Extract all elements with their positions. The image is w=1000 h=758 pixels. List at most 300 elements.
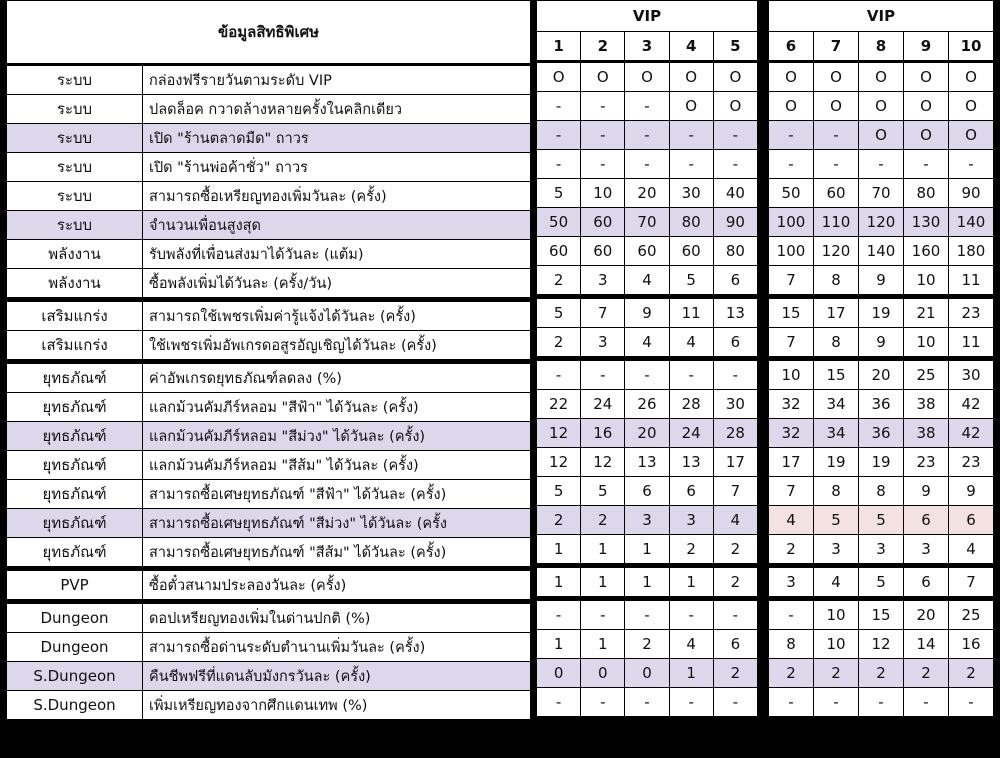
value-cell: 4 — [814, 566, 859, 599]
category-cell: ระบบ — [7, 182, 143, 211]
vip-level-1: 1 — [537, 32, 581, 62]
value-cell: 9 — [859, 266, 904, 297]
value-cell: 17 — [769, 448, 814, 477]
value-cell: 17 — [713, 448, 757, 477]
value-cell: 7 — [769, 266, 814, 297]
value-cell: - — [625, 150, 669, 179]
value-cell: 12 — [537, 448, 581, 477]
vip-level-8: 8 — [859, 32, 904, 62]
value-cell: - — [537, 688, 581, 717]
value-cell: 5 — [859, 566, 904, 599]
table-row — [537, 419, 758, 448]
value-cell: 30 — [669, 179, 713, 208]
value-cell: 3 — [669, 506, 713, 535]
value-cell: 5 — [537, 179, 581, 208]
description-cell: สามารถซื้อเศษยุทธภัณฑ์ "สีฟ้า" ได้วันละ (ครั้ง) — [143, 480, 531, 509]
value-cell: 10 — [904, 328, 949, 359]
value-cell: 6 — [904, 506, 949, 535]
table-row — [769, 150, 994, 179]
table-row — [537, 599, 758, 630]
category-cell: ยุทธภัณฑ์ — [7, 362, 143, 393]
table-row — [537, 121, 758, 150]
table-row — [769, 121, 994, 150]
value-cell: - — [669, 150, 713, 179]
value-cell: 60 — [581, 237, 625, 266]
value-cell: 42 — [949, 419, 994, 448]
value-cell: 2 — [537, 266, 581, 297]
value-cell: 30 — [713, 390, 757, 419]
value-cell: 90 — [949, 179, 994, 208]
value-cell: 5 — [581, 477, 625, 506]
value-cell: - — [581, 599, 625, 630]
table-row — [537, 266, 758, 297]
vip-level-2: 2 — [581, 32, 625, 62]
table-row — [7, 300, 531, 331]
value-cell: 38 — [904, 390, 949, 419]
value-cell: 23 — [949, 448, 994, 477]
category-cell: ระบบ — [7, 95, 143, 124]
value-cell: 80 — [669, 208, 713, 237]
table-row — [537, 688, 758, 717]
table-row — [7, 65, 531, 95]
category-cell: ยุทธภัณฑ์ — [7, 538, 143, 569]
category-cell: ระบบ — [7, 211, 143, 240]
value-cell: - — [669, 121, 713, 150]
table-row — [7, 691, 531, 720]
value-cell: - — [769, 688, 814, 717]
value-cell: 20 — [625, 179, 669, 208]
value-cell: 140 — [859, 237, 904, 266]
value-cell: 2 — [904, 659, 949, 688]
category-cell: S.Dungeon — [7, 691, 143, 720]
value-cell: - — [859, 150, 904, 179]
vip-level-6: 6 — [769, 32, 814, 62]
value-cell: 2 — [537, 506, 581, 535]
category-cell: พลังงาน — [7, 269, 143, 300]
value-cell: 19 — [814, 448, 859, 477]
value-cell: 120 — [859, 208, 904, 237]
value-cell: 26 — [625, 390, 669, 419]
value-cell: 34 — [814, 390, 859, 419]
value-cell: - — [713, 150, 757, 179]
value-cell: 11 — [949, 266, 994, 297]
description-cell: สามารถซื้อเศษยุทธภัณฑ์ "สีม่วง" ได้วันละ (ครั้ง — [143, 509, 531, 538]
value-cell: 10 — [814, 599, 859, 630]
value-cell: 11 — [669, 297, 713, 328]
value-cell: - — [625, 92, 669, 121]
value-cell: 12 — [859, 630, 904, 659]
description-cell: สามารถซื้อเหรียญทองเพิ่มวันละ (ครั้ง) — [143, 182, 531, 211]
value-cell: 50 — [537, 208, 581, 237]
category-cell: เสริมแกร่ง — [7, 300, 143, 331]
value-cell: 60 — [625, 237, 669, 266]
value-cell: 28 — [669, 390, 713, 419]
table-row — [769, 566, 994, 599]
table-row — [769, 599, 994, 630]
value-cell: 10 — [904, 266, 949, 297]
table-row — [7, 480, 531, 509]
value-cell: - — [581, 359, 625, 390]
value-cell: 180 — [949, 237, 994, 266]
table-row — [7, 182, 531, 211]
value-cell: O — [537, 62, 581, 92]
value-cell: 32 — [769, 419, 814, 448]
value-cell: 9 — [949, 477, 994, 506]
table-row — [537, 448, 758, 477]
value-cell: 24 — [669, 419, 713, 448]
value-cell: 20 — [625, 419, 669, 448]
value-cell: O — [859, 121, 904, 150]
value-cell: 15 — [859, 599, 904, 630]
value-cell: 110 — [814, 208, 859, 237]
table-row — [769, 328, 994, 359]
value-cell: - — [669, 688, 713, 717]
value-cell: 3 — [814, 535, 859, 566]
description-cell: ซื้อตั๋วสนามประลองวันละ (ครั้ง) — [143, 569, 531, 602]
value-cell: - — [537, 599, 581, 630]
table-row — [537, 659, 758, 688]
table-row — [769, 688, 994, 717]
value-cell: 19 — [859, 297, 904, 328]
description-cell: ดอปเหรียญทองเพิ่มในด่านปกติ (%) — [143, 602, 531, 633]
vip-1-5-panel — [536, 0, 758, 717]
value-cell: - — [769, 121, 814, 150]
value-cell: 120 — [814, 237, 859, 266]
table-row — [769, 390, 994, 419]
table-row — [537, 62, 758, 92]
value-cell: 8 — [859, 477, 904, 506]
value-cell: - — [814, 150, 859, 179]
value-cell: O — [949, 62, 994, 92]
value-cell: 19 — [859, 448, 904, 477]
value-cell: 10 — [581, 179, 625, 208]
value-cell: 15 — [769, 297, 814, 328]
table-row — [769, 506, 994, 535]
vip-1-5-table — [536, 0, 758, 717]
table-row — [537, 506, 758, 535]
table-row — [7, 124, 531, 153]
description-cell: คืนชีพฟรีที่แดนลับมังกรวันละ (ครั้ง) — [143, 662, 531, 691]
value-cell: O — [859, 92, 904, 121]
value-cell: 36 — [859, 419, 904, 448]
value-cell: 160 — [904, 237, 949, 266]
value-cell: 4 — [669, 328, 713, 359]
value-cell: 5 — [814, 506, 859, 535]
value-cell: 34 — [814, 419, 859, 448]
value-cell: 2 — [713, 659, 757, 688]
value-cell: 23 — [904, 448, 949, 477]
value-cell: 2 — [769, 659, 814, 688]
value-cell: 1 — [537, 566, 581, 599]
value-cell: 8 — [814, 266, 859, 297]
value-cell: O — [904, 62, 949, 92]
value-cell: 30 — [949, 359, 994, 390]
table-row — [537, 390, 758, 419]
value-cell: 1 — [625, 535, 669, 566]
table-row — [769, 448, 994, 477]
value-cell: 6 — [669, 477, 713, 506]
vip-header-b: VIP — [769, 1, 994, 32]
value-cell: O — [669, 92, 713, 121]
value-cell: 6 — [904, 566, 949, 599]
value-cell: 6 — [625, 477, 669, 506]
value-cell: O — [769, 92, 814, 121]
value-cell: 8 — [814, 477, 859, 506]
value-cell: O — [713, 62, 757, 92]
value-cell: 10 — [814, 630, 859, 659]
value-cell: 4 — [625, 266, 669, 297]
vip-level-10: 10 — [949, 32, 994, 62]
value-cell: 4 — [769, 506, 814, 535]
value-cell: 1 — [669, 659, 713, 688]
table-row — [7, 602, 531, 633]
value-cell: 16 — [581, 419, 625, 448]
value-cell: 13 — [625, 448, 669, 477]
value-cell: 5 — [537, 477, 581, 506]
value-cell: 5 — [537, 297, 581, 328]
table-row — [7, 422, 531, 451]
value-cell: 17 — [814, 297, 859, 328]
value-cell: - — [769, 599, 814, 630]
table-row — [537, 208, 758, 237]
table-row — [537, 566, 758, 599]
table-row — [769, 477, 994, 506]
value-cell: 28 — [713, 419, 757, 448]
table-row — [537, 477, 758, 506]
value-cell: - — [904, 688, 949, 717]
privilege-label-panel — [6, 0, 530, 720]
privilege-label-table — [6, 0, 531, 720]
table-row — [769, 92, 994, 121]
category-cell: ยุทธภัณฑ์ — [7, 393, 143, 422]
table-row — [7, 509, 531, 538]
value-cell: 20 — [859, 359, 904, 390]
value-cell: 3 — [859, 535, 904, 566]
category-cell: ยุทธภัณฑ์ — [7, 509, 143, 538]
value-cell: 3 — [625, 506, 669, 535]
value-cell: 9 — [625, 297, 669, 328]
value-cell: 60 — [814, 179, 859, 208]
description-cell: ปลดล็อค กวาดล้างหลายครั้งในคลิกเดียว — [143, 95, 531, 124]
table-row — [7, 633, 531, 662]
value-cell: 22 — [537, 390, 581, 419]
value-cell: - — [581, 121, 625, 150]
value-cell: 60 — [669, 237, 713, 266]
value-cell: 25 — [949, 599, 994, 630]
value-cell: 40 — [713, 179, 757, 208]
value-cell: 60 — [537, 237, 581, 266]
value-cell: - — [537, 150, 581, 179]
category-cell: ระบบ — [7, 65, 143, 95]
value-cell: 80 — [904, 179, 949, 208]
vip-level-9: 9 — [904, 32, 949, 62]
value-cell: - — [949, 150, 994, 179]
description-cell: ค่าอัพเกรดยุทธภัณฑ์ลดลง (%) — [143, 362, 531, 393]
description-cell: ซื้อพลังเพิ่มได้วันละ (ครั้ง/วัน) — [143, 269, 531, 300]
value-cell: - — [669, 359, 713, 390]
table-row — [769, 62, 994, 92]
value-cell: 15 — [814, 359, 859, 390]
value-cell: 4 — [949, 535, 994, 566]
description-cell: สามารถซื้อเศษยุทธภัณฑ์ "สีส้ม" ได้วันละ (ครั้ง) — [143, 538, 531, 569]
value-cell: 12 — [581, 448, 625, 477]
value-cell: 2 — [669, 535, 713, 566]
value-cell: 21 — [904, 297, 949, 328]
value-cell: 3 — [904, 535, 949, 566]
value-cell: 9 — [904, 477, 949, 506]
value-cell: 7 — [581, 297, 625, 328]
value-cell: 38 — [904, 419, 949, 448]
table-row — [537, 535, 758, 566]
value-cell: 50 — [769, 179, 814, 208]
table-row — [537, 297, 758, 328]
table-row — [7, 153, 531, 182]
value-cell: 7 — [769, 477, 814, 506]
value-cell: 1 — [669, 566, 713, 599]
value-cell: - — [625, 359, 669, 390]
table-row — [7, 331, 531, 362]
category-cell: S.Dungeon — [7, 662, 143, 691]
value-cell: 9 — [859, 328, 904, 359]
vip-level-4: 4 — [669, 32, 713, 62]
vip-header-a: VIP — [537, 1, 758, 32]
value-cell: 1 — [625, 566, 669, 599]
value-cell: - — [814, 121, 859, 150]
category-cell: Dungeon — [7, 602, 143, 633]
value-cell: 6 — [713, 328, 757, 359]
value-cell: 100 — [769, 208, 814, 237]
table-row — [7, 240, 531, 269]
table-row — [7, 662, 531, 691]
value-cell: 2 — [713, 566, 757, 599]
value-cell: 10 — [769, 359, 814, 390]
value-cell: 140 — [949, 208, 994, 237]
value-cell: 5 — [669, 266, 713, 297]
value-cell: - — [537, 359, 581, 390]
table-title: ข้อมูลสิทธิพิเศษ — [7, 1, 531, 65]
value-cell: - — [713, 599, 757, 630]
table-row — [7, 95, 531, 124]
description-cell: จำนวนเพื่อนสูงสุด — [143, 211, 531, 240]
value-cell: 1 — [581, 566, 625, 599]
value-cell: O — [949, 121, 994, 150]
category-cell: ยุทธภัณฑ์ — [7, 480, 143, 509]
table-row — [769, 535, 994, 566]
table-row — [769, 359, 994, 390]
value-cell: O — [769, 62, 814, 92]
value-cell: 1 — [581, 630, 625, 659]
description-cell: เพิ่มเหรียญทองจากศึกแดนเทพ (%) — [143, 691, 531, 720]
value-cell: - — [669, 599, 713, 630]
value-cell: - — [581, 688, 625, 717]
value-cell: 7 — [949, 566, 994, 599]
value-cell: 4 — [625, 328, 669, 359]
vip-6-10-panel — [768, 0, 994, 717]
value-cell: 1 — [581, 535, 625, 566]
description-cell: แลกม้วนคัมภีร์หลอม "สีม่วง" ได้วันละ (ครั้ง) — [143, 422, 531, 451]
value-cell: 90 — [713, 208, 757, 237]
value-cell: 32 — [769, 390, 814, 419]
table-row — [537, 328, 758, 359]
table-row — [769, 297, 994, 328]
table-row — [769, 208, 994, 237]
value-cell: - — [581, 92, 625, 121]
vip-level-7: 7 — [814, 32, 859, 62]
value-cell: - — [581, 150, 625, 179]
value-cell: 2 — [713, 535, 757, 566]
value-cell: 100 — [769, 237, 814, 266]
value-cell: O — [949, 92, 994, 121]
value-cell: - — [769, 150, 814, 179]
table-row — [7, 569, 531, 602]
value-cell: O — [713, 92, 757, 121]
value-cell: 2 — [625, 630, 669, 659]
table-row — [769, 630, 994, 659]
value-cell: 3 — [581, 328, 625, 359]
table-row — [7, 538, 531, 569]
value-cell: 1 — [537, 630, 581, 659]
description-cell: เปิด "ร้านพ่อค้าชั่ว" ถาวร — [143, 153, 531, 182]
value-cell: - — [713, 688, 757, 717]
value-cell: 12 — [537, 419, 581, 448]
value-cell: 4 — [669, 630, 713, 659]
value-cell: O — [904, 92, 949, 121]
value-cell: 2 — [537, 328, 581, 359]
value-cell: O — [904, 121, 949, 150]
value-cell: 14 — [904, 630, 949, 659]
value-cell: - — [537, 92, 581, 121]
description-cell: เปิด "ร้านตลาดมืด" ถาวร — [143, 124, 531, 153]
category-cell: ยุทธภัณฑ์ — [7, 451, 143, 480]
category-cell: ระบบ — [7, 124, 143, 153]
table-row — [537, 359, 758, 390]
description-cell: แลกม้วนคัมภีร์หลอม "สีส้ม" ได้วันละ (ครั้ง) — [143, 451, 531, 480]
value-cell: - — [949, 688, 994, 717]
value-cell: 16 — [949, 630, 994, 659]
category-cell: ระบบ — [7, 153, 143, 182]
vip-6-10-table — [768, 0, 994, 717]
category-cell: Dungeon — [7, 633, 143, 662]
value-cell: 36 — [859, 390, 904, 419]
value-cell: - — [625, 688, 669, 717]
category-cell: พลังงาน — [7, 240, 143, 269]
category-cell: เสริมแกร่ง — [7, 331, 143, 362]
value-cell: O — [859, 62, 904, 92]
table-row — [537, 150, 758, 179]
description-cell: รับพลังที่เพื่อนส่งมาได้วันละ (แต้ม) — [143, 240, 531, 269]
value-cell: - — [713, 121, 757, 150]
value-cell: 0 — [625, 659, 669, 688]
value-cell: 2 — [581, 506, 625, 535]
value-cell: 11 — [949, 328, 994, 359]
value-cell: 7 — [713, 477, 757, 506]
value-cell: 70 — [859, 179, 904, 208]
value-cell: 0 — [537, 659, 581, 688]
table-row — [7, 362, 531, 393]
value-cell: 25 — [904, 359, 949, 390]
value-cell: 20 — [904, 599, 949, 630]
value-cell: - — [537, 121, 581, 150]
value-cell: 13 — [713, 297, 757, 328]
table-row — [7, 393, 531, 422]
table-row — [769, 419, 994, 448]
value-cell: - — [713, 359, 757, 390]
value-cell: 5 — [859, 506, 904, 535]
value-cell: 130 — [904, 208, 949, 237]
value-cell: 6 — [713, 630, 757, 659]
value-cell: 80 — [713, 237, 757, 266]
value-cell: 3 — [581, 266, 625, 297]
